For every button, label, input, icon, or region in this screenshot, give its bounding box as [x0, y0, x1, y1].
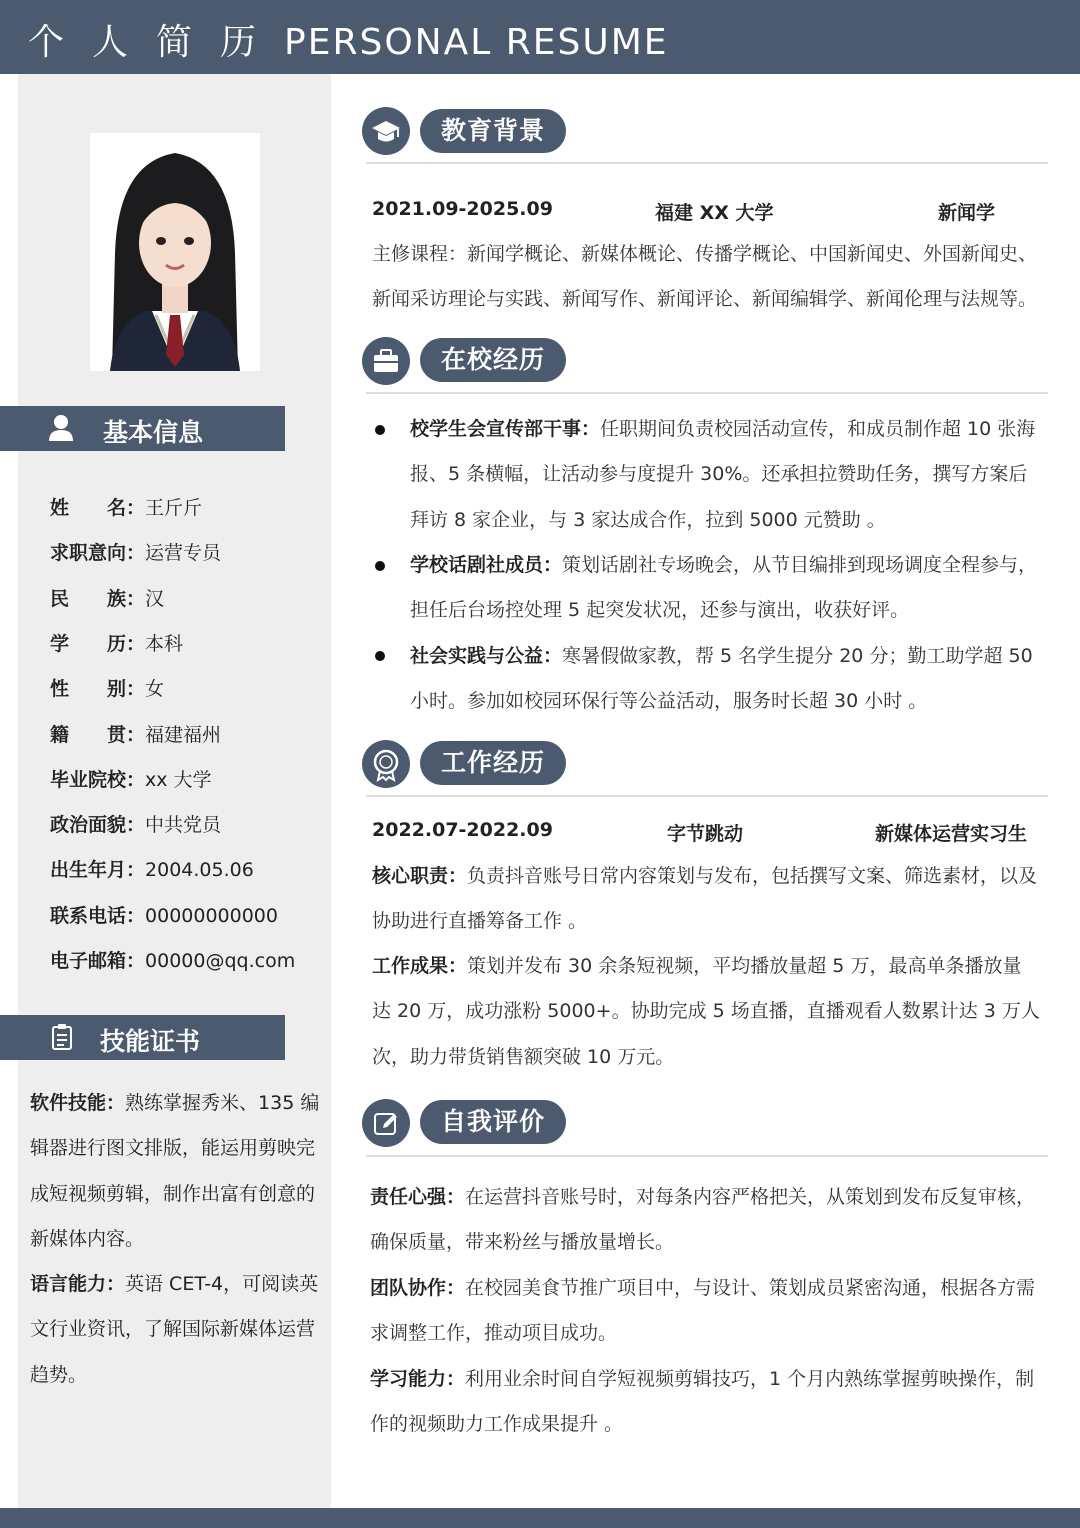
self-divider [366, 1155, 1048, 1157]
footer-bar [0, 1508, 1080, 1528]
work-position: 新媒体运营实习生 [875, 823, 1028, 845]
title-cn: 个人简历 [28, 22, 285, 63]
self-item-learning: 学习能力：利用业余时间自学短视频剪辑技巧，1 个月内熟练掌握剪映操作，制作的视频助力工作成果提升 。 [370, 1368, 1035, 1436]
basic-info-header [0, 406, 285, 451]
info-birth: 出生年月：2004.05.06 [50, 859, 254, 881]
info-ethnicity: 民 族：汉 [50, 588, 165, 610]
graduation-cap-icon [362, 107, 410, 155]
self-title: 自我评价 [420, 1100, 566, 1144]
skill-language: 语言能力：英语 CET-4，可阅读英文行业资讯，了解国际新媒体运营趋势。 [30, 1273, 319, 1386]
clipboard-icon [50, 1023, 76, 1051]
skills-header [0, 1015, 285, 1060]
self-item-responsibility: 责任心强：在运营抖音账号时，对每条内容严格把关，从策划到发布反复审核，确保质量，带来粉丝与播放量增长。 [370, 1186, 1036, 1254]
self-item-teamwork: 团队协作：在校园美食节推广项目中，与设计、策划成员紧密沟通，根据各方需求调整工作，推动项目成功。 [370, 1277, 1036, 1345]
skills-title: 技能证书 [100, 1027, 201, 1056]
campus-divider [366, 392, 1048, 394]
info-education: 学 历：本科 [50, 633, 184, 655]
campus-bullet [375, 651, 385, 661]
info-name: 姓 名：王斤斤 [50, 497, 203, 519]
education-major: 新闻学 [938, 202, 996, 224]
work-title: 工作经历 [420, 741, 566, 785]
work-result: 工作成果：策划并发布 30 余条短视频，平均播放量超 5 万，最高单条播放量达 20 万，成功涨粉 5000+。协助完成 5 场直播，直播观看人数累计达 3 万人次，助力带货销售额突破 10 万元。 [372, 955, 1040, 1068]
work-period: 2022.07-2022.09 [372, 819, 553, 841]
briefcase-icon [362, 337, 410, 385]
work-company: 字节跳动 [667, 823, 744, 845]
campus-bullet [375, 561, 385, 571]
edit-pen-icon [362, 1099, 410, 1147]
skill-software: 软件技能：熟练掌握秀米、135 编辑器进行图文排版，能运用剪映完成短视频剪辑，制作出富有创意的新媒体内容。 [30, 1092, 320, 1250]
info-gender: 性 别：女 [50, 678, 165, 700]
title-en: PERSONAL RESUME [284, 22, 669, 63]
page-title [28, 14, 669, 65]
info-phone: 联系电话：00000000000 [50, 905, 278, 927]
user-icon [48, 414, 74, 442]
award-medal-icon [362, 740, 410, 788]
info-political: 政治面貌：中共党员 [50, 814, 222, 836]
work-duty: 核心职责：负责抖音账号日常内容策划与发布，包括撰写文案、筛选素材，以及协助进行直播筹备工作 。 [372, 865, 1038, 933]
campus-title: 在校经历 [420, 338, 566, 382]
info-hometown: 籍 贯：福建福州 [50, 724, 222, 746]
education-period: 2021.09-2025.09 [372, 198, 553, 220]
info-school: 毕业院校：xx 大学 [50, 769, 212, 791]
info-job-intention: 求职意向：运营专员 [50, 542, 222, 564]
header-bar [0, 0, 1080, 74]
profile-photo [90, 133, 260, 371]
education-school: 福建 XX 大学 [655, 202, 774, 224]
campus-item-social-practice: 社会实践与公益：寒暑假做家教，帮 5 名学生提分 20 分；勤工助学超 50 小时。参加如校园环保行等公益活动，服务时长超 30 小时 。 [410, 645, 1033, 713]
education-divider [366, 162, 1048, 164]
education-title: 教育背景 [420, 109, 566, 153]
education-courses-line1: 主修课程：新闻学概论、新媒体概论、传播学概论、中国新闻史、外国新闻史、 [372, 243, 1038, 265]
education-courses-line2: 新闻采访理论与实践、新闻写作、新闻评论、新闻编辑学、新闻伦理与法规等。 [372, 288, 1038, 310]
campus-item-student-union: 校学生会宣传部干事：任职期间负责校园活动宣传，和成员制作超 10 张海报、5 条横幅，让活动参与度提升 30%。还承担拉赞助任务，撰写方案后拜访 8 家企业，与 3 家达成合作，拉到 5000 元赞助 。 [410, 418, 1036, 531]
campus-bullet [375, 425, 385, 435]
campus-item-drama-club: 学校话剧社成员：策划话剧社专场晚会，从节目编排到现场调度全程参与，担任后台场控处理 5 起突发状况，还参与演出，收获好评。 [410, 554, 1038, 622]
work-divider [366, 795, 1048, 797]
basic-info-title: 基本信息 [103, 418, 204, 447]
info-email: 电子邮箱：00000@qq.com [50, 950, 296, 972]
